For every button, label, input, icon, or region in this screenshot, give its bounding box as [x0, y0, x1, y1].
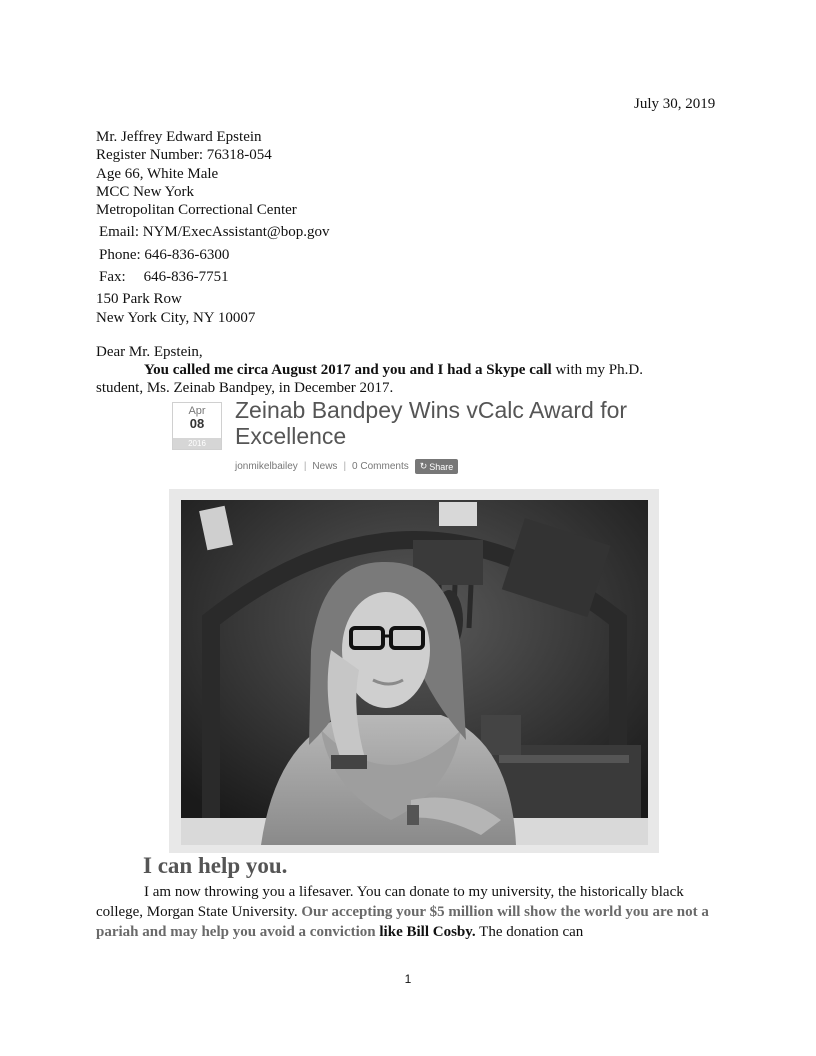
share-button[interactable] [415, 459, 459, 474]
email-line [96, 223, 329, 241]
paragraph-1 [96, 362, 726, 397]
register-number: Register Number: 76318-054 [96, 147, 272, 164]
para1-rest: with my Ph.D. [551, 362, 643, 378]
para1-line2: student, Ms. Zeinab Bandpey, in December 2017. [96, 379, 394, 396]
facility-short: MCC New York [96, 183, 194, 200]
badge-year: 2016 [173, 438, 221, 449]
para2-part2: The donation can [475, 924, 584, 940]
article-meta: jonmikelbailey | News | 0 Comments ↻ Share [235, 459, 458, 474]
fax-number: 646-836-7751 [143, 269, 229, 286]
para1-bold: You called me circa August 2017 and you and I had a Skype call [144, 362, 552, 378]
paragraph-2 [96, 882, 716, 942]
category-link[interactable]: News [312, 461, 338, 472]
email-label: Email: [99, 224, 139, 241]
letter-date: July 30, 2019 [634, 96, 716, 112]
facility-name: Metropolitan Correctional Center [96, 202, 297, 219]
city-line: New York City, NY 10007 [96, 309, 256, 326]
para2-bold-gray: Our accepting your $5 million will show the world you are not a pariah and may help you avoid a conviction [96, 904, 709, 940]
fax-line [96, 268, 329, 286]
para2-part1: I am now throwing you a lifesaver. You can donate to my university, the historically black college, Morgan State University. [96, 884, 684, 920]
date-badge [172, 402, 222, 450]
comments-link[interactable]: 0 Comments [352, 461, 409, 472]
para2-bold-black: like Bill Cosby. [375, 924, 476, 940]
share-label: Share [429, 461, 454, 472]
badge-month: Apr [188, 405, 206, 417]
phone-line: Phone: 646-836-6300 [99, 246, 230, 263]
recipient-name: Mr. Jeffrey Edward Epstein [96, 129, 262, 145]
salutation: Dear Mr. Epstein, [96, 344, 203, 360]
help-heading: I can help you. [143, 853, 288, 878]
badge-day: 08 [189, 416, 205, 431]
age-line: Age 66, White Male [96, 165, 219, 182]
email-address: NYM/ExecAssistant@bop.gov [142, 224, 330, 241]
author-link[interactable]: jonmikelbailey [235, 461, 298, 472]
portrait-photo [181, 500, 648, 845]
recipient-address [96, 128, 329, 327]
share-icon: ↻ [419, 461, 428, 471]
article-headline[interactable]: Zeinab Bandpey Wins vCalc Award for Excellence [235, 397, 628, 449]
fax-label: Fax: [99, 269, 126, 286]
page-number: 1 [404, 972, 412, 986]
street-line: 150 Park Row [96, 291, 182, 308]
